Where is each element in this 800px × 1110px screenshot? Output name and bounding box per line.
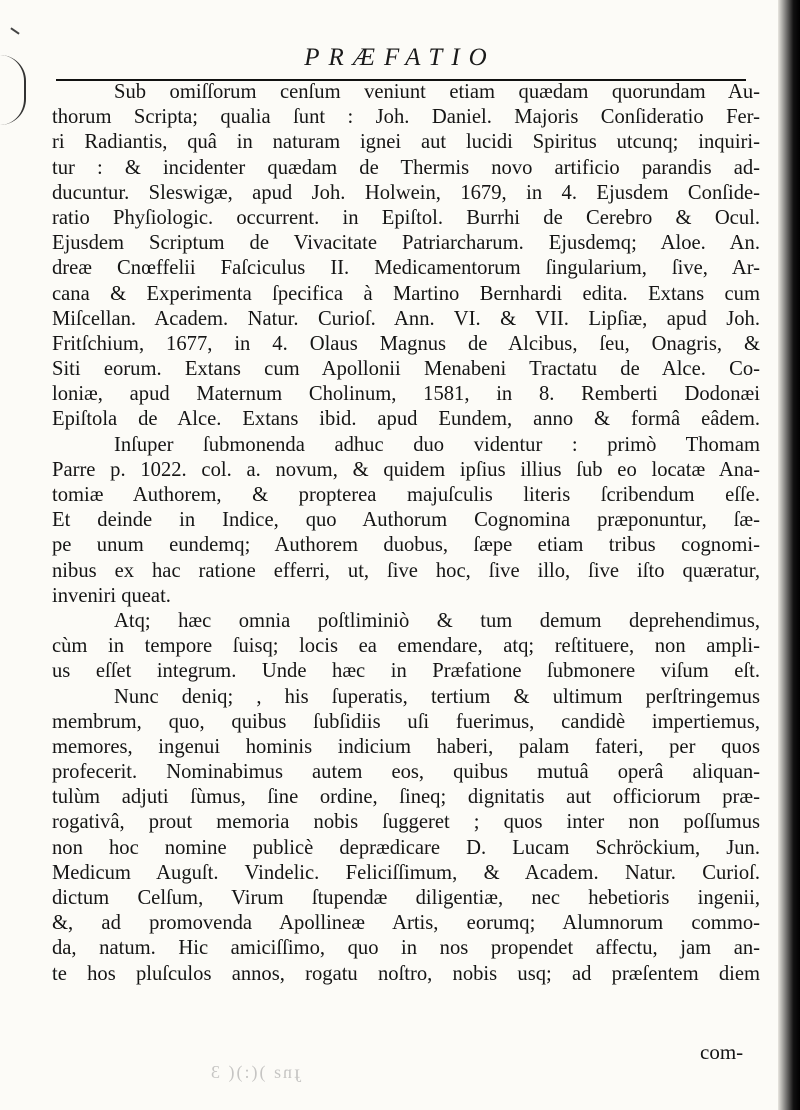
text-line: Inſuper ſubmonenda adhuc duo videntur : primò Thomam (114, 433, 760, 456)
text-line: Nunc deniq; , his ſuperatis, tertium & ultimum perſtringemus (114, 685, 760, 708)
text-line: te hos pluſculos annos, rogatu noſtro, nobis usq; ad præſentem diem (52, 962, 760, 985)
text-line: Ejusdem Scriptum de Vivacitate Patriarcharum. Ejusdemq; Aloe. An. (52, 232, 760, 255)
text-line: inveniri queat. (52, 584, 171, 607)
bleed-through-text: ɟnƨ )(:)( 3 (209, 1062, 300, 1082)
text-line: profecerit. Nominabimus autem eos, quibus mutuâ operâ aliquan- (52, 761, 760, 784)
text-line: tomiæ Authorem, & propterea majuſculis literis ſcribendum eſſe. (52, 484, 760, 506)
text-line: nibus ex hac ratione efferri, ut, ſive hoc, ſive illo, ſive iſto quæratur, (52, 559, 760, 582)
text-line: da, natum. Hic amiciſſimo, quo in nos propendet affectu, jam an- (52, 937, 760, 960)
text-line: cùm in tempore ſuisq; locis ea emendare, atq; reſtituere, non ampli- (52, 635, 760, 658)
text-line: ri Radiantis, quâ in naturam ignei aut lucidi Spiritus utcunq; inquiri- (52, 131, 760, 154)
text-line: loniæ, apud Maternum Cholinum, 1581, in 8. Remberti Dodonæi (52, 383, 760, 406)
text-line: us eſſet integrum. Unde hæc in Præfatione ſubmonere viſum eſt. (52, 660, 760, 683)
text-line: Sub omiſſorum cenſum veniunt etiam quædam quorundam Au- (114, 81, 760, 103)
text-line: Parre p. 1022. col. a. novum, & quidem ipſius illius ſub eo locatæ Ana- (52, 458, 760, 481)
margin-tick-mark (10, 27, 19, 34)
text-line: tulùm adjuti ſùmus, ſine ordine, ſineq; dignitatis aut officiorum præ- (52, 786, 760, 809)
text-line: non hoc nomine publicè deprædicare D. Lucam Schröckium, Jun. (52, 836, 760, 859)
text-line: ducuntur. Sleswigæ, apud Joh. Holwein, 1679, in 4. Ejusdem Conſide- (52, 181, 760, 204)
text-line: Fritſchium, 1677, in 4. Olaus Magnus de Alcibus, ſeu, Onagris, & (52, 332, 760, 355)
running-head-title: PRÆFATIO (304, 44, 496, 71)
text-line: dictum Celſum, Virum ſtupendæ diligentiæ, nec hebetioris ingenii, (52, 887, 760, 909)
text-line: dreæ Cnœffelii Faſciculus II. Medicamentorum ſingularium, ſive, Ar- (52, 257, 760, 280)
text-line: Medicum Auguſt. Vindelic. Feliciſſimum, & Academ. Natur. Curioſ. (52, 861, 760, 884)
text-line: membrum, quo, quibus ſubſidiis uſi fuerimus, candidè impertiemus, (52, 710, 760, 733)
text-line: Siti eorum. Extans cum Apollonii Menabeni Tractatu de Alce. Co- (52, 358, 760, 381)
text-line: tur : & incidenter quædam de Thermis novo artificio parandis ad- (52, 156, 760, 179)
text-line: thorum Scripta; qualia ſunt : Joh. Daniel. Majoris Conſideratio Fer- (52, 106, 760, 129)
text-line: Atq; hæc omnia poſtliminiò & tum demum deprehendimus, (114, 609, 760, 632)
page-edge-shadow (778, 0, 800, 1110)
body-text (52, 80, 760, 987)
text-line: memores, ingenui hominis indicium haberi, palam fateri, per quos (52, 735, 760, 758)
text-line: Epiſtola de Alce. Extans ibid. apud Eundem, anno & formâ eâdem. (52, 408, 760, 431)
text-line: ratio Phyſiologic. occurrent. in Epiſtol. Burrhi de Cerebro & Ocul. (52, 206, 760, 229)
text-line: &, ad promovenda Apollineæ Artis, eorumq; Alumnorum commo- (52, 912, 760, 935)
text-line: Et deinde in Indice, quo Authorum Cognomina præponuntur, ſæ- (52, 509, 760, 532)
catchword: com- (700, 1040, 744, 1064)
text-line: rogativâ, prout memoria nobis ſuggeret ; quos inter non poſſumus (52, 811, 760, 834)
text-line: Miſcellan. Academ. Natur. Curioſ. Ann. VI. & VII. Lipſiæ, apud Joh. (52, 307, 760, 330)
text-line: pe unum eundemq; Authorem duobus, ſæpe etiam tribus cognomi- (52, 534, 760, 557)
text-line: cana & Experimenta ſpecifica à Martino Bernhardi edita. Extans cum (52, 282, 760, 305)
